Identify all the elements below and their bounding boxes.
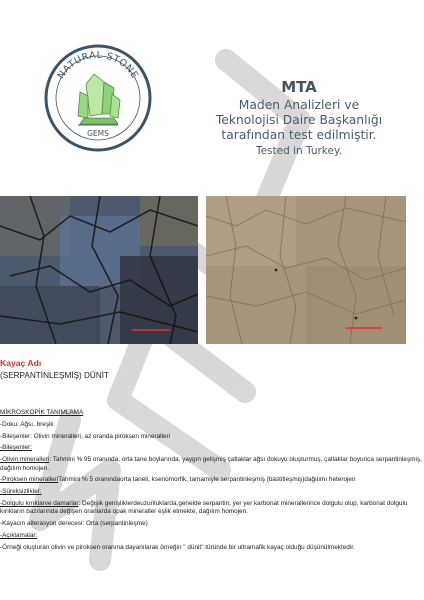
- mta-line-2: Teknolojisi Daire Başkanlığı: [215, 113, 383, 127]
- mta-line-1: Maden Analizleri ve: [238, 98, 360, 112]
- fractures-label: -Dolgulu kırıklarve damarlar: [0, 499, 79, 507]
- fractures-line: [0, 500, 424, 517]
- fractures-text: : Değişik genişliklerdeuzunluklarda,genelde serpantin, yer yer karbonat minerallerince dolgulu olup, karbonat dolgulu kırıkların bazılarında değişen oranlarda opak mineraller eşlik etmekte, dağılım homojen.: [0, 499, 408, 516]
- thin-section-polarized-icon: [0, 196, 198, 344]
- certification-block: [196, 78, 402, 157]
- microscopic-description: [0, 409, 424, 556]
- olivine-label: -Olivin mineralleri: [0, 456, 50, 464]
- texture-line: -Doku: Ağsı, breşik: [0, 420, 54, 428]
- tested-in-turkey: Tested in Turkey.: [255, 145, 343, 157]
- thin-section-polarized-image: [0, 196, 198, 344]
- pyroxene-line: [0, 476, 424, 484]
- pyroxene-text: Tahmini % 5 oranındaorta taneli, ksenomorfik, tamamiyle serpantinleşmiş (bastitleşmiş)dağılımı heterojen: [58, 476, 356, 484]
- mta-line-3: tarafından test edilmiştir.: [221, 128, 377, 142]
- mta-title: MTA: [281, 78, 317, 96]
- natural-stone-gems-logo: [44, 44, 152, 152]
- olivine-line: [0, 456, 424, 473]
- crystal-cluster-icon: [44, 44, 152, 152]
- components-heading: -Bileşenler:: [0, 444, 32, 452]
- rock-name: (SERPANTİNLEŞMİŞ) DÜNİT: [0, 371, 110, 380]
- olivine-text: : Tahmini % 95 oranında, orta tane boylarında, yaygın gelişmiş çatlaklar ağsı dokuyu oluşturmuş, çatlaklar boyunca serpantinleşmiş, dağılım homojen.: [0, 456, 422, 472]
- description-heading: MİKROSKOPİK TANIMLAMA: [0, 409, 84, 416]
- pyroxene-label: -Piroksen mineralleri: [0, 476, 59, 484]
- alteration-line: -Kayacın alterasyon derecesi: Orta (serpantinleşme): [0, 520, 148, 528]
- thin-section-plain-image: [206, 196, 406, 344]
- logo-ring-top-text: NATURAL STONE: [55, 49, 141, 82]
- conclusion-line: -Örneği oluşturan olivin ve piroksen oranına dayanılarak örneğin " dünit" türünde bir ultramafik kayaç olduğu düşünülmektedir.: [0, 543, 355, 551]
- rock-name-label: Kayaç Adı: [0, 358, 42, 368]
- logo-ring-bottom-text: GEMS: [87, 129, 109, 138]
- components-summary: -Bileşenler: Olivin mineralleri, az oranda piroksen mineralleri: [0, 432, 171, 440]
- discontinuities-heading: -Süreksizlikler:: [0, 488, 42, 496]
- notes-heading: -Açıklamalar:: [0, 531, 38, 539]
- thin-section-plain-icon: [206, 196, 406, 344]
